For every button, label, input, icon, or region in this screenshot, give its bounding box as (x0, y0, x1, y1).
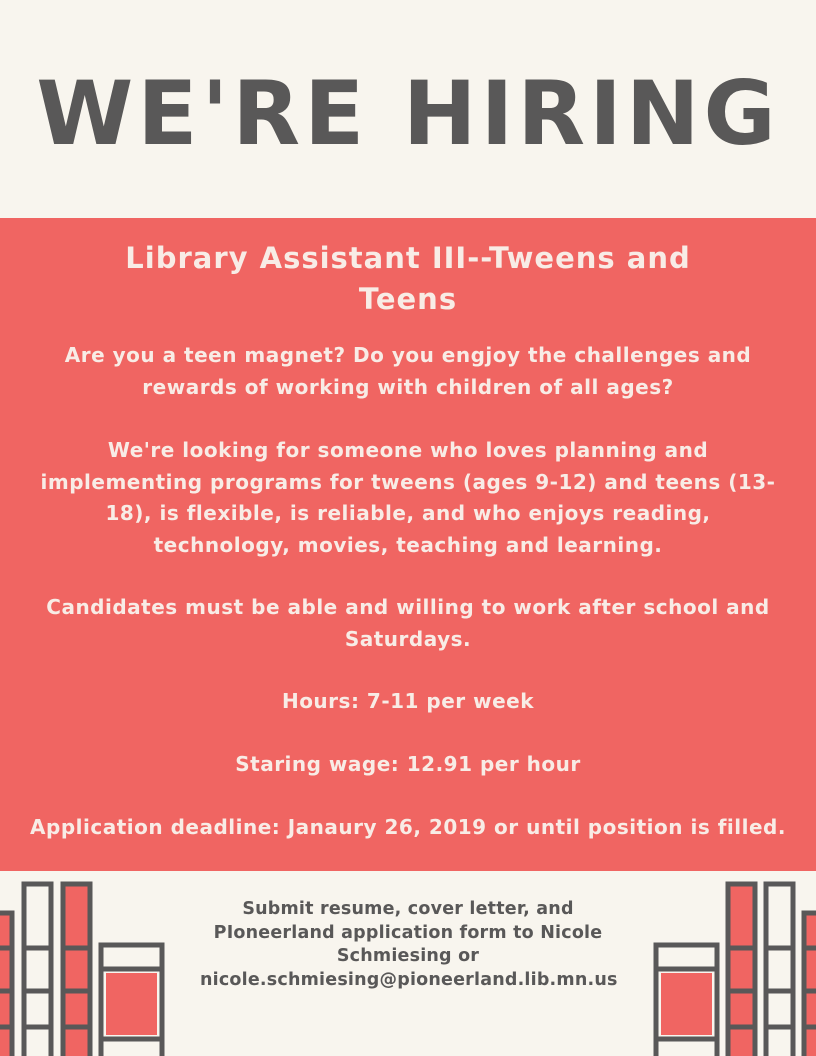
footer-section (0, 871, 816, 1056)
wage-text: Staring wage: 12.91 per hour (235, 752, 581, 776)
books-stack-icon (0, 871, 170, 1056)
job-title: Library Assistant III--Tweens and Teens (125, 241, 691, 316)
headline: WE'RE HIRING (36, 61, 780, 165)
intro-paragraph: Are you a teen magnet? Do you engjoy the challenges and rewards of working with children of all ages? (64, 343, 752, 399)
job-details-section (0, 218, 816, 871)
header-section (0, 0, 816, 218)
requirement-paragraph: Candidates must be able and willing to work after school and Saturdays. (46, 595, 770, 651)
hours-text: Hours: 7-11 per week (281, 689, 535, 713)
books-stack-icon (646, 871, 816, 1056)
deadline-text: Application deadline: Janaury 26, 2019 or until position is filled. (30, 815, 786, 839)
submit-instructions: Submit resume, cover letter, and PIoneerland application form to Nicole Schmiesing or nicole.schmiesing@pioneerland.lib.mn.us (200, 899, 618, 990)
looking-for-paragraph: We're looking for someone who loves planning and implementing programs for tweens (ages 9-12) and teens (13-18), is flexible, is reliable, and who enjoys reading, technology, movies, teaching and learning. (40, 438, 776, 557)
